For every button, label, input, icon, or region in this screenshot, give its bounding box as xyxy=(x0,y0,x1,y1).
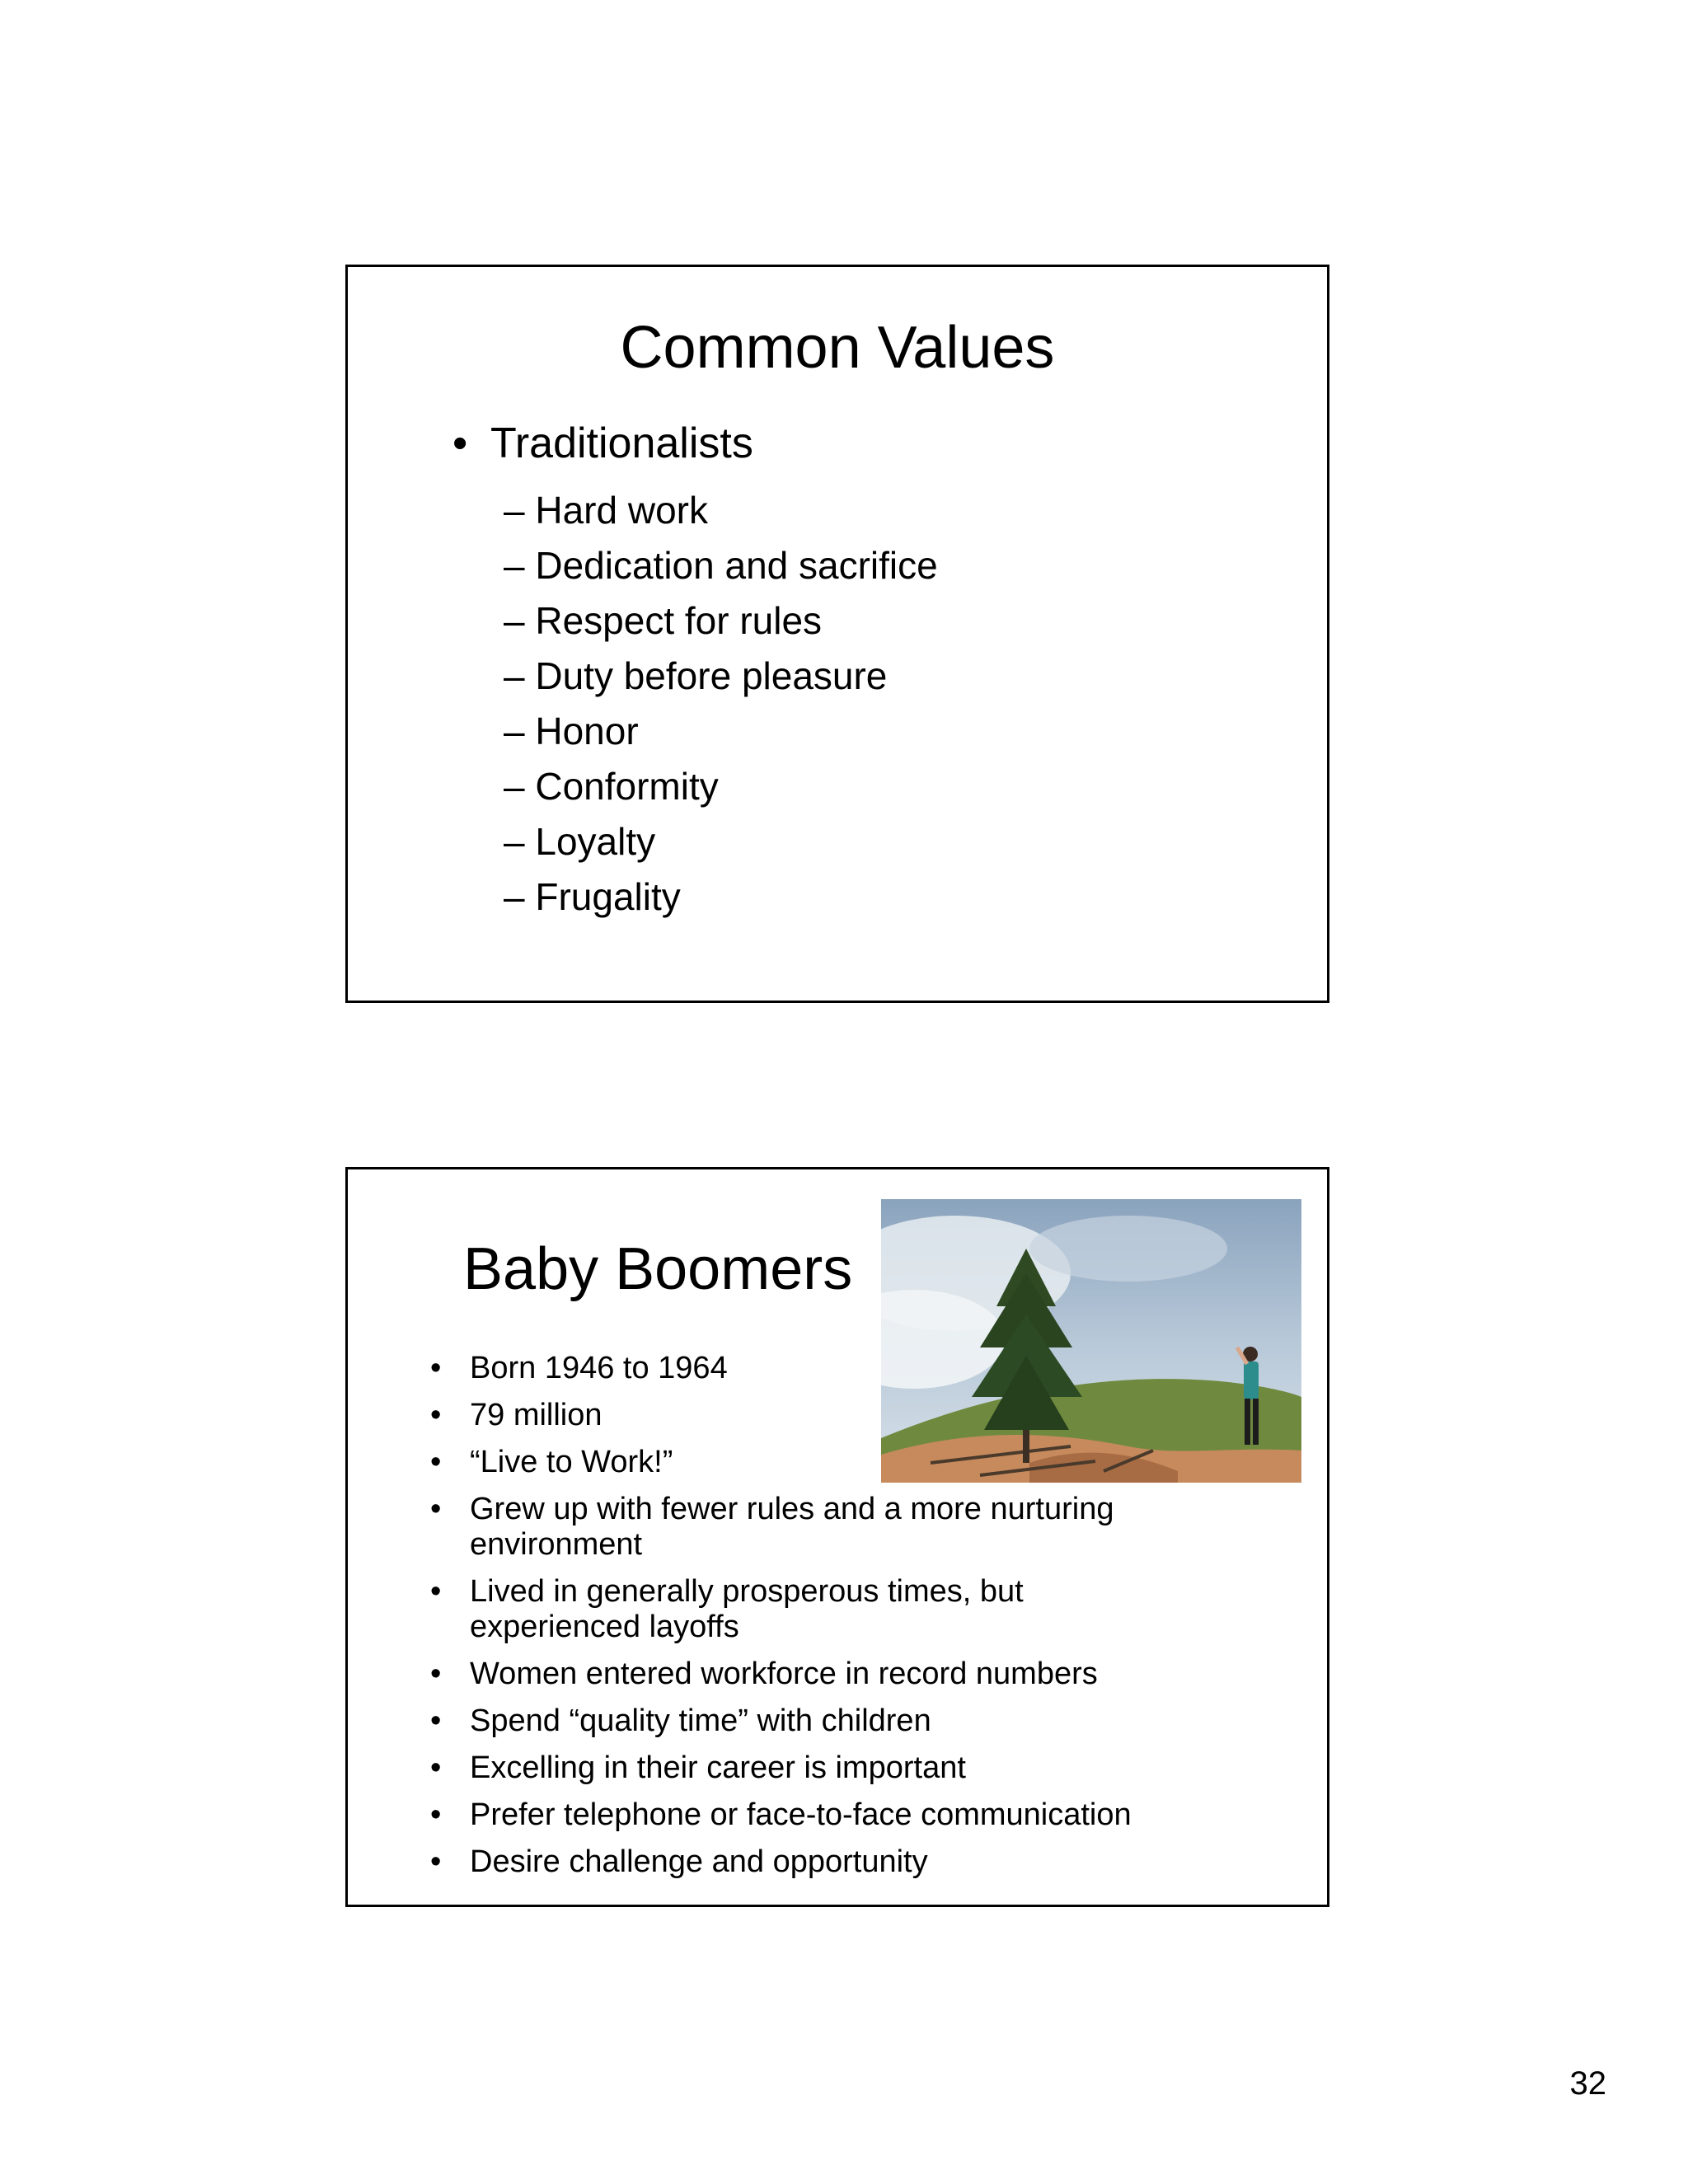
bullet-text: Traditionalists xyxy=(490,419,753,467)
list-item-text: Spend “quality time” with children xyxy=(470,1704,931,1738)
list-item xyxy=(430,1351,1304,1386)
list-item: – Dedication and sacrifice xyxy=(504,544,938,587)
list-item: – Conformity xyxy=(504,765,719,808)
sub-bullet-list xyxy=(504,483,938,925)
list-item: – Duty before pleasure xyxy=(504,654,888,697)
list-item-text: Prefer telephone or face-to-face communication xyxy=(470,1797,1132,1832)
bullet-marker: • xyxy=(430,1844,442,1879)
list-item-text: “Live to Work!” xyxy=(470,1445,673,1479)
bullet-traditionalists xyxy=(452,419,753,467)
slide-baby-boomers xyxy=(345,1167,1329,1907)
bullet-marker: • xyxy=(430,1574,442,1609)
list-item-text: Women entered workforce in record numbers xyxy=(470,1657,1098,1691)
bullet-marker: • xyxy=(430,1492,442,1526)
list-item xyxy=(430,1574,1195,1645)
list-item-text: Born 1946 to 1964 xyxy=(470,1351,728,1385)
list-item-text: Grew up with fewer rules and a more nurturing environment xyxy=(470,1492,1114,1562)
page-number: 32 xyxy=(1569,2065,1606,2102)
list-item-text: Lived in generally prosperous times, but experienced layoffs xyxy=(470,1574,1024,1644)
bullet-marker: • xyxy=(430,1657,442,1691)
list-item xyxy=(430,1657,1304,1692)
list-item: – Hard work xyxy=(504,489,708,532)
list-item xyxy=(430,1797,1304,1833)
slide-common-values xyxy=(345,265,1329,1003)
list-item xyxy=(430,1750,1304,1786)
list-item: – Respect for rules xyxy=(504,599,823,642)
list-item: – Loyalty xyxy=(504,820,656,863)
slide-title: Baby Boomers xyxy=(463,1236,853,1302)
list-item xyxy=(430,1704,1304,1739)
list-item: – Frugality xyxy=(504,875,681,918)
slide-title: Common Values xyxy=(620,315,1055,381)
bullet-marker: • xyxy=(430,1797,442,1832)
list-item xyxy=(430,1844,1304,1880)
bullet-marker: • xyxy=(430,1445,442,1479)
list-item-text: Desire challenge and opportunity xyxy=(470,1844,928,1879)
bullet-marker: • xyxy=(430,1398,442,1432)
list-item-text: 79 million xyxy=(470,1398,603,1432)
bullet-marker: • xyxy=(430,1351,442,1385)
list-item xyxy=(430,1492,1195,1563)
bullet-list xyxy=(430,1351,1304,1891)
list-item-text: Excelling in their career is important xyxy=(470,1750,966,1785)
bullet-marker: • xyxy=(430,1704,442,1738)
list-item xyxy=(430,1445,1304,1480)
list-item: – Honor xyxy=(504,710,639,752)
list-item xyxy=(430,1398,1304,1433)
bullet-marker: • xyxy=(452,419,468,467)
bullet-marker: • xyxy=(430,1750,442,1785)
